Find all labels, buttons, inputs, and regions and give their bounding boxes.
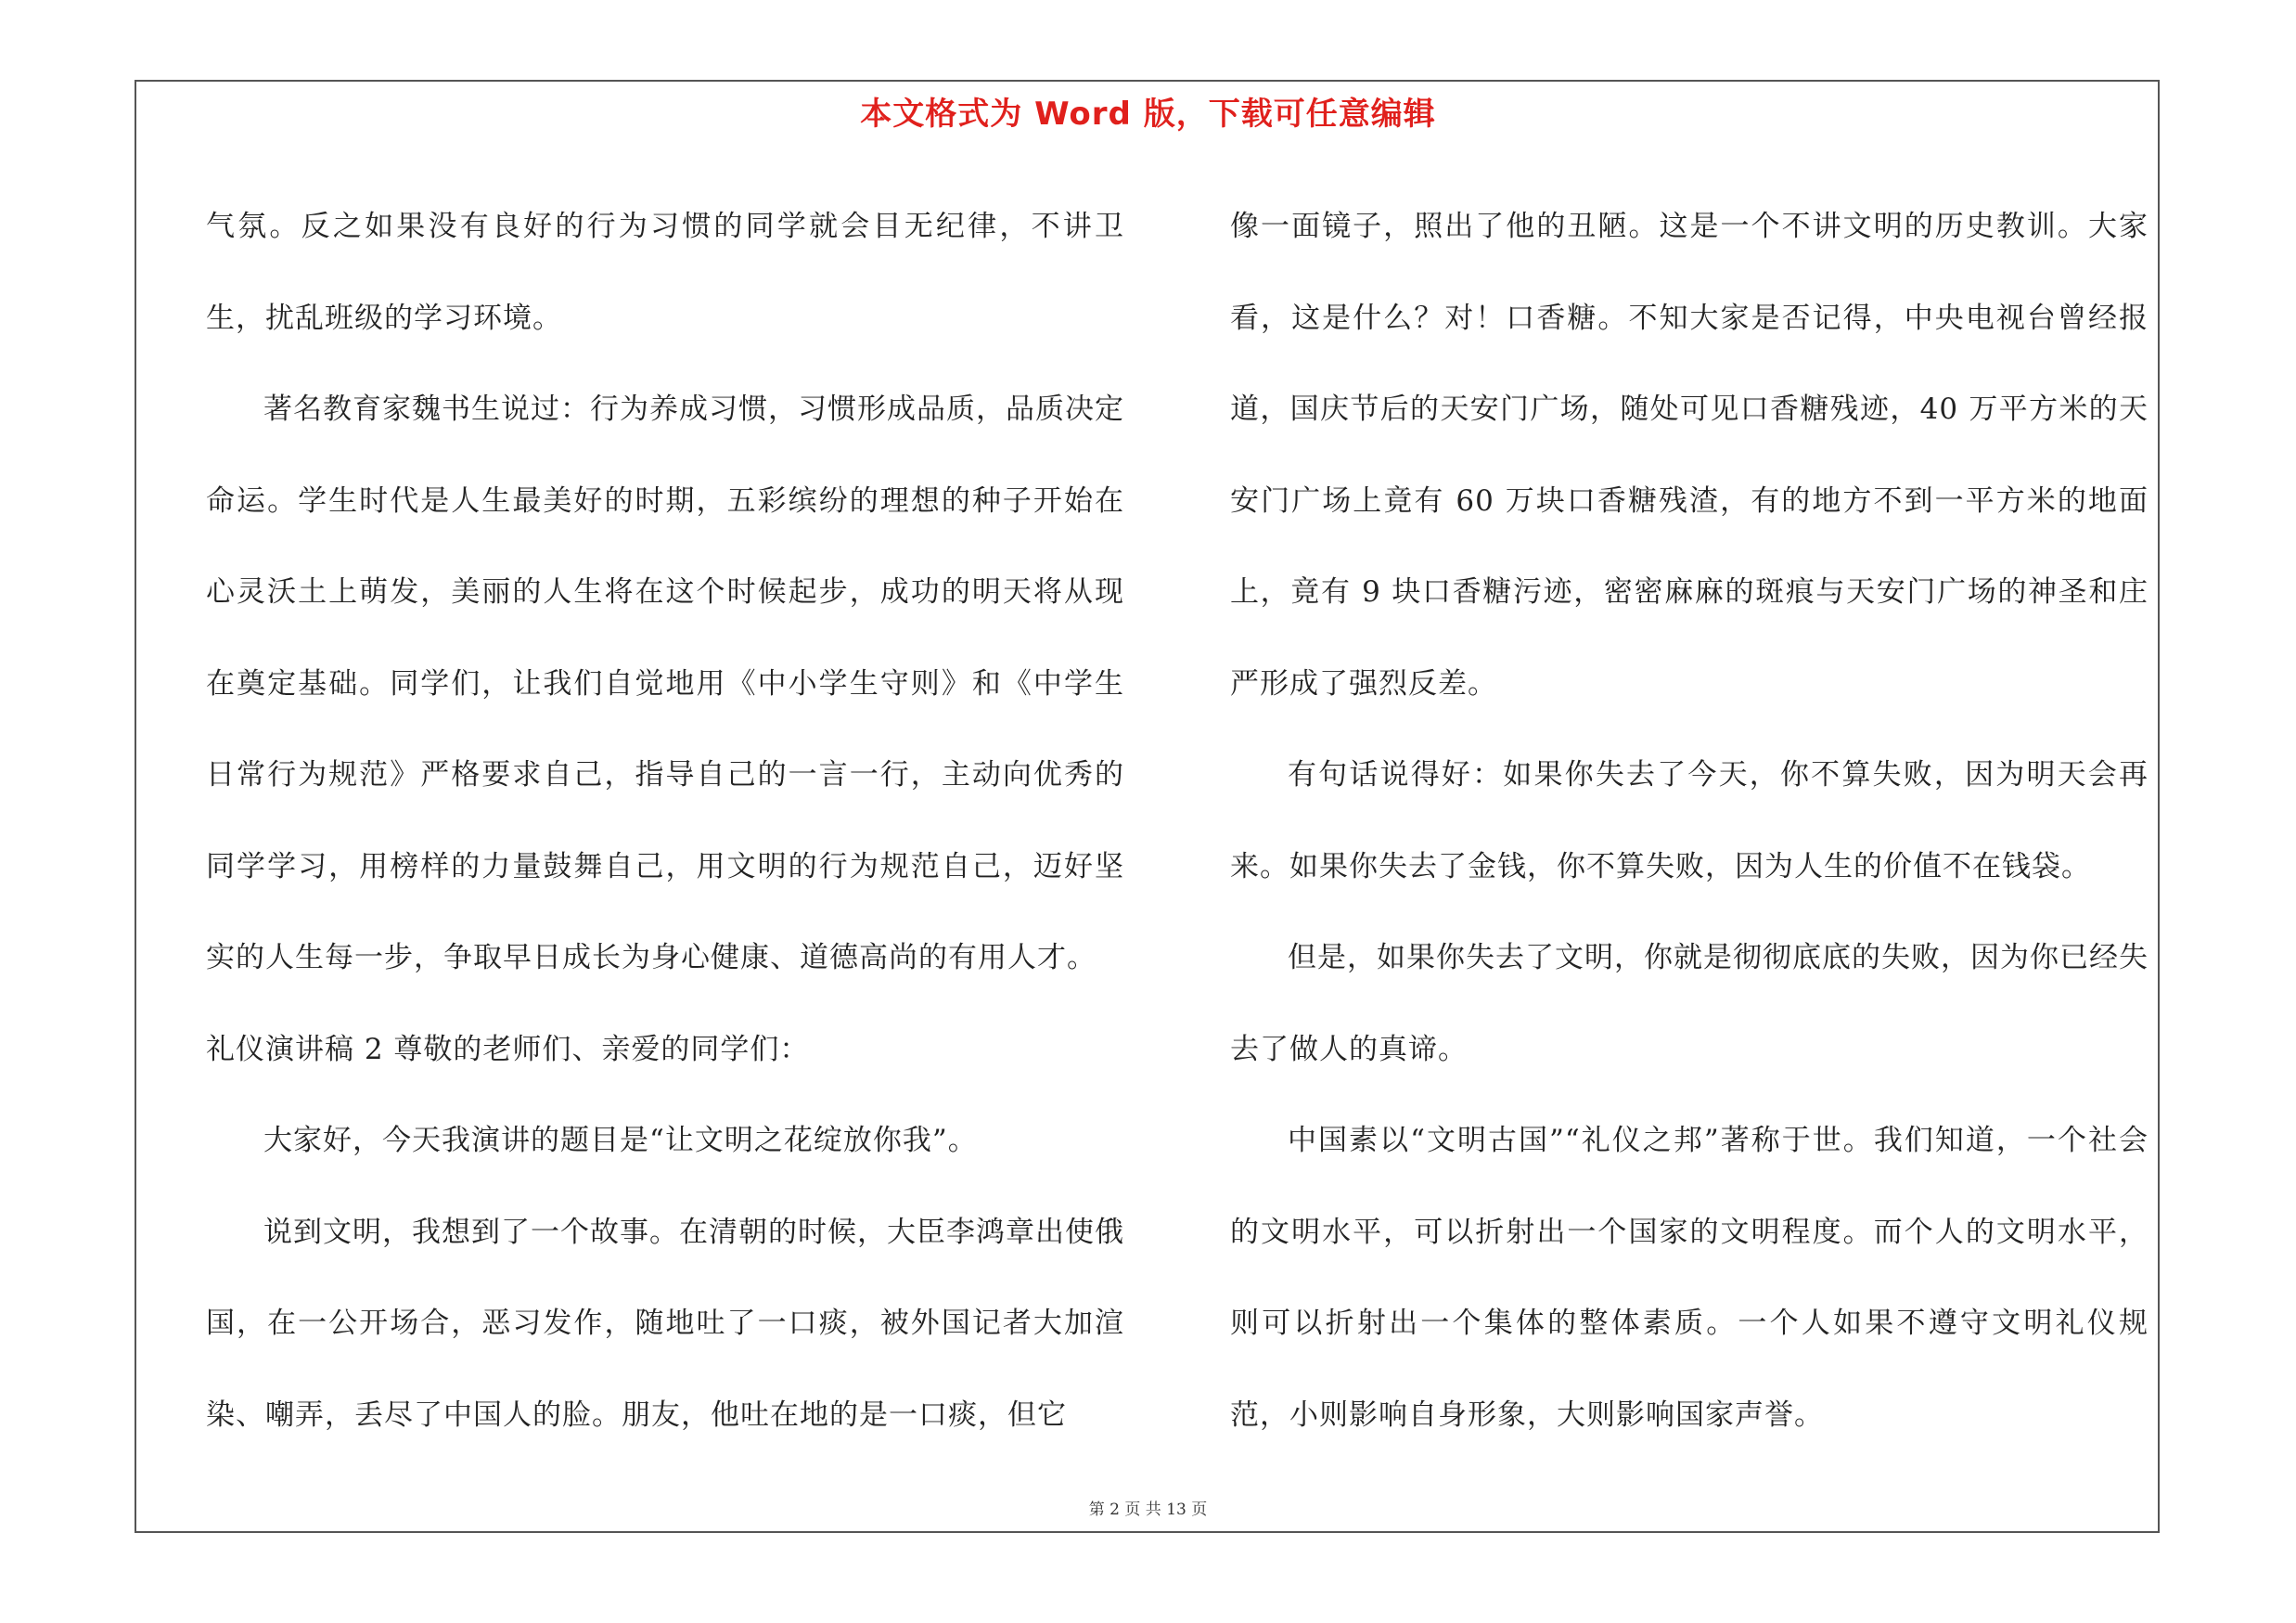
paragraph: 但是，如果你失去了文明，你就是彻彻底底的失败，因为你已经失去了做人的真谛。 — [1230, 941, 2148, 1066]
paragraph: 说到文明，我想到了一个故事。在清朝的时候，大臣李鸿章出使俄国，在一公开场合，恶习发作，随地吐了一口痰，被外国记者大加渲染、嘲弄，丢尽了中国人的脸。朋友，他吐在地的是一口痰，但它 — [206, 1215, 1124, 1432]
paragraph: 气氛。反之如果没有良好的行为习惯的同学就会目无纪律，不讲卫生，扰乱班级的学习环境。 — [206, 210, 1124, 335]
paragraph: 礼仪演讲稿 2 尊敬的老师们、亲爱的同学们： — [206, 1032, 810, 1066]
paragraph: 大家好，今天我演讲的题目是“让文明之花绽放你我”。 — [263, 1124, 978, 1157]
paragraph: 中国素以“文明古国”“礼仪之邦”著称于世。我们知道，一个社会的文明水平，可以折射出一个国家的文明程度。而个人的文明水平，则可以折射出一个集体的整体素质。一个人如果不遵守文明礼仪规范，小则影响自身形象，大则影响国家声誉。 — [1230, 1124, 2148, 1432]
paragraph: 著名教育家魏书生说过：行为养成习惯，习惯形成品质，品质决定命运。学生时代是人生最美好的时期，五彩缤纷的理想的种子开始在心灵沃土上萌发，美丽的人生将在这个时候起步，成功的明天将从现在奠定基础。同学们，让我们自觉地用《中小学生守则》和《中学生日常行为规范》严格要求自己，指导自己的一言一行，主动向优秀的同学学习，用榜样的力量鼓舞自己，用文明的行为规范自己，迈好坚实的人生每一步，争取早日成长为身心健康、道德高尚的有用人才。 — [206, 393, 1124, 974]
right-column — [1230, 181, 2148, 1461]
left-column — [206, 181, 1124, 1461]
paragraph: 像一面镜子，照出了他的丑陋。这是一个不讲文明的历史教训。大家看，这是什么？对！口香糖。不知大家是否记得，中央电视台曾经报道，国庆节后的天安门广场，随处可见口香糖残迹，40 万平方米的天安门广场上竟有 60 万块口香糖残渣，有的地方不到一平方米的地面上，竟有 9 块口香糖污迹，密密麻麻的斑痕与天安门广场的神圣和庄严形成了强烈反差。 — [1230, 210, 2148, 701]
format-banner: 本文格式为 Word 版，下载可任意编辑 — [860, 96, 1436, 133]
paragraph: 有句话说得好：如果你失去了今天，你不算失败，因为明天会再来。如果你失去了金钱，你不算失败，因为人生的价值不在钱袋。 — [1230, 758, 2148, 883]
page-number: 第 2 页 共 13 页 — [1088, 1501, 1208, 1519]
